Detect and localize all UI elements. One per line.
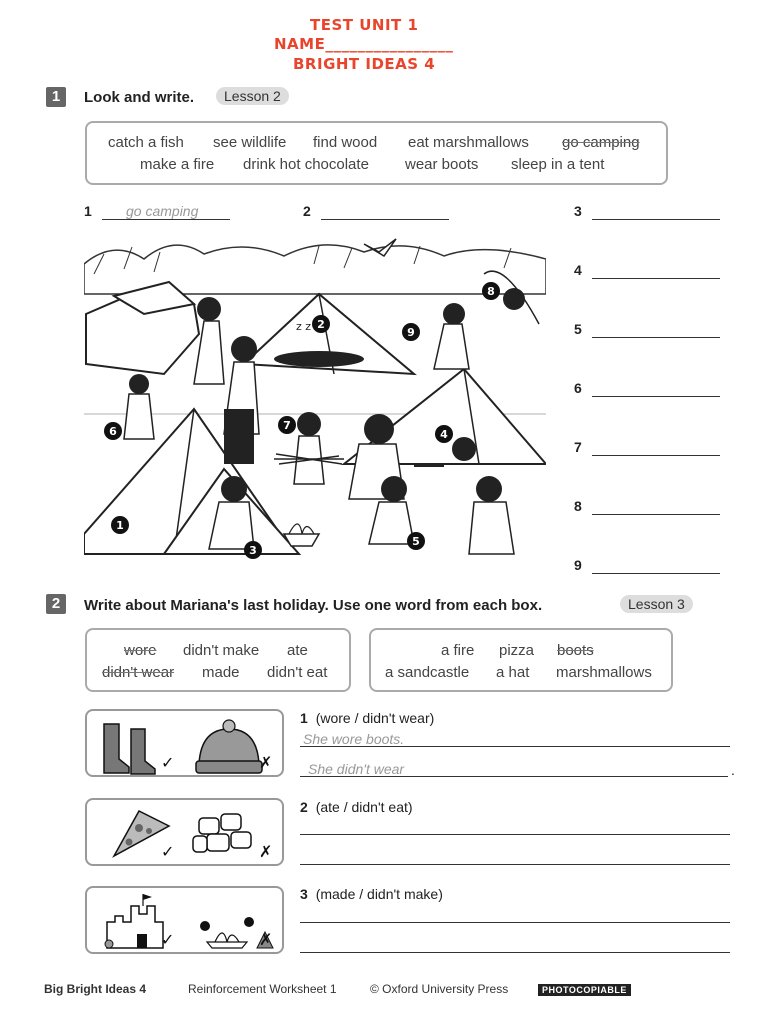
cross-icon: ✗	[259, 932, 273, 949]
footer-worksheet-name: Reinforcement Worksheet 1	[188, 982, 337, 996]
test-unit-title: TEST UNIT 1	[310, 16, 419, 34]
answer-1-line[interactable]	[102, 219, 230, 220]
verb-option: didn't make	[183, 642, 260, 659]
svg-text:z z: z z	[296, 320, 312, 333]
exercise-1-lesson-badge: Lesson 2	[216, 87, 289, 105]
marker-4: 4	[440, 428, 448, 441]
item-3-answer-line-1[interactable]	[300, 922, 730, 923]
item-2-number: 2	[300, 799, 308, 815]
word-option: wear boots	[405, 156, 479, 173]
marker-5: 5	[412, 535, 420, 548]
item-3-cue	[300, 886, 443, 902]
answer-3-number: 3	[574, 203, 582, 219]
verb-option: ate	[287, 642, 308, 659]
item-2-answer-line-1[interactable]	[300, 834, 730, 835]
word-option: sleep in a tent	[511, 156, 605, 173]
word-option: make a fire	[140, 156, 215, 173]
answer-4-line[interactable]	[592, 278, 720, 279]
verb-option-crossed: wore	[124, 642, 157, 659]
sandcastle-and-campfire-illustration	[97, 892, 279, 952]
item-1-answer-line-1[interactable]	[300, 746, 730, 747]
footer-brand: Big Bright Ideas 4	[44, 982, 147, 996]
word-option: see wildlife	[213, 134, 287, 151]
tick-icon: ✓	[161, 844, 175, 861]
marker-7: 7	[283, 419, 291, 432]
item-3-number: 3	[300, 886, 308, 902]
item-1-example-line-2: She didn't wear	[308, 761, 405, 777]
word-option: catch a fish	[108, 134, 184, 151]
item-1-number: 1	[300, 710, 308, 726]
pizza-and-marshmallows-illustration	[99, 806, 279, 864]
marker-2: 2	[317, 318, 325, 331]
item-3-cue-text: (made / didn't make)	[315, 886, 443, 902]
item-1-cue-text: (wore / didn't wear)	[315, 710, 435, 726]
answer-7-number: 7	[574, 439, 582, 455]
noun-option: a fire	[441, 642, 475, 659]
noun-option: pizza	[499, 642, 535, 659]
answer-6-line[interactable]	[592, 396, 720, 397]
answer-6-number: 6	[574, 380, 582, 396]
item-1-full-stop: .	[731, 762, 735, 778]
exercise-1-instruction: Look and write.	[84, 89, 195, 106]
name-field-label[interactable]: NAME________________	[274, 35, 454, 53]
exercise-1-word-box	[85, 121, 668, 185]
marker-1: 1	[116, 519, 124, 532]
answer-1-example: go camping	[126, 203, 199, 219]
noun-option-crossed: boots	[557, 642, 594, 659]
word-option: drink hot chocolate	[243, 156, 369, 173]
word-option: eat marshmallows	[408, 134, 529, 151]
verb-option: didn't eat	[267, 664, 328, 681]
answer-8-line[interactable]	[592, 514, 720, 515]
item-2-cue	[300, 799, 413, 815]
answer-4-number: 4	[574, 262, 582, 278]
item-3-answer-line-2[interactable]	[300, 952, 730, 953]
answer-9-line[interactable]	[592, 573, 720, 574]
item-1-example-line-1: She wore boots.	[303, 731, 405, 747]
camping-scene-illustration	[84, 234, 546, 574]
marker-3: 3	[249, 544, 257, 557]
tick-icon: ✓	[161, 932, 175, 949]
verb-option-crossed: didn't wear	[102, 664, 175, 681]
answer-8-number: 8	[574, 498, 582, 514]
noun-option: a hat	[496, 664, 530, 681]
footer-copyright: © Oxford University Press	[370, 982, 509, 996]
cross-icon: ✗	[259, 755, 273, 772]
answer-2-line[interactable]	[321, 219, 449, 220]
answer-3-line[interactable]	[592, 219, 720, 220]
tick-icon: ✓	[161, 755, 175, 772]
item-2-answer-line-2[interactable]	[300, 864, 730, 865]
word-option: find wood	[313, 134, 378, 151]
verb-option: made	[202, 664, 240, 681]
marker-6: 6	[109, 425, 117, 438]
noun-option: a sandcastle	[385, 664, 470, 681]
answer-2-number: 2	[303, 203, 311, 219]
marker-9: 9	[407, 326, 415, 339]
item-3-picture-box	[85, 886, 284, 954]
photocopiable-badge: PHOTOCOPIABLE	[538, 984, 631, 996]
cross-icon: ✗	[259, 844, 273, 861]
answer-5-number: 5	[574, 321, 582, 337]
exercise-2-lesson-badge: Lesson 3	[620, 595, 693, 613]
answer-5-line[interactable]	[592, 337, 720, 338]
exercise-2-verb-box	[85, 628, 351, 692]
exercise-2-number: 2	[46, 594, 66, 614]
item-1-cue	[300, 710, 434, 726]
word-option-crossed: go camping	[562, 134, 640, 151]
item-2-picture-box	[85, 798, 284, 866]
answer-1-number: 1	[84, 203, 92, 219]
exercise-1-number: 1	[46, 87, 66, 107]
answer-7-line[interactable]	[592, 455, 720, 456]
item-1-answer-line-2[interactable]	[300, 776, 728, 777]
answer-9-number: 9	[574, 557, 582, 573]
exercise-2-noun-box	[369, 628, 673, 692]
noun-option: marshmallows	[556, 664, 652, 681]
item-1-picture-box	[85, 709, 284, 777]
book-title: BRIGHT IDEAS 4	[293, 55, 436, 73]
exercise-2-instruction: Write about Mariana's last holiday. Use one word from each box.	[84, 597, 543, 614]
boots-and-hat-illustration	[99, 719, 279, 775]
item-2-cue-text: (ate / didn't eat)	[315, 799, 413, 815]
marker-8: 8	[487, 285, 495, 298]
